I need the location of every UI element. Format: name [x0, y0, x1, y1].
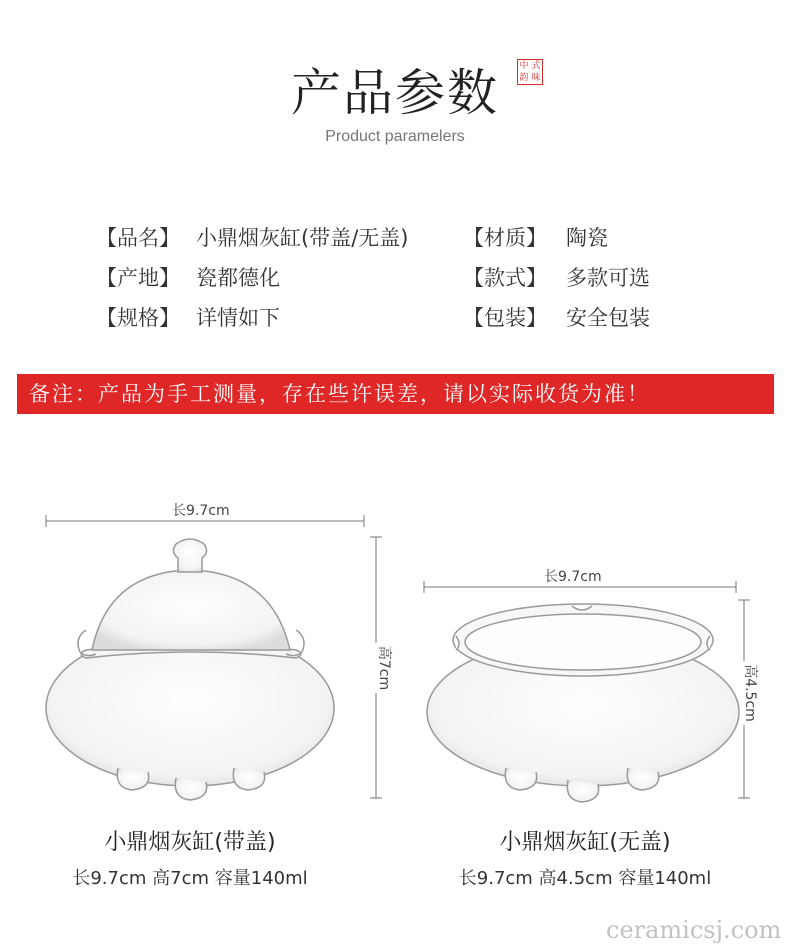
spec-key: 【材质】 [463, 226, 547, 250]
spec-value: 安全包装 [566, 306, 650, 330]
spec-value: 小鼎烟灰缸(带盖/无盖) [196, 226, 409, 250]
watermark: ceramicsj.com [606, 916, 782, 944]
product-name: 小鼎烟灰缸(无盖) [499, 830, 671, 855]
page-title: 产品参数 [291, 64, 499, 122]
spec-value: 多款可选 [566, 266, 650, 290]
height-label: 高7cm [375, 643, 395, 693]
spec-key: 【包装】 [463, 306, 547, 330]
spec-key: 【规格】 [96, 306, 180, 330]
page-subtitle: Product paramelers [325, 128, 465, 145]
spec-value: 详情如下 [196, 306, 280, 330]
seal-stamp: 中 式 韵 味 [517, 59, 543, 85]
product-spec: 长9.7cm 高7cm 容量140ml [72, 868, 308, 889]
product-name: 小鼎烟灰缸(带盖) [104, 830, 276, 855]
open-ashtray-image [424, 581, 750, 802]
width-label: 长9.7cm [169, 500, 233, 520]
height-label: 高4.5cm [741, 661, 761, 725]
spec-value: 瓷都德化 [196, 266, 280, 290]
width-label: 长9.7cm [541, 566, 605, 586]
note-banner: 备注：产品为手工测量，存在些许误差，请以实际收货为准！ [17, 374, 774, 414]
spec-value: 陶瓷 [566, 226, 608, 250]
spec-key: 【款式】 [463, 266, 547, 290]
lidded-ashtray-image [46, 515, 382, 800]
product-spec: 长9.7cm 高4.5cm 容量140ml [458, 868, 712, 889]
spec-key: 【产地】 [96, 266, 180, 290]
spec-key: 【品名】 [96, 226, 180, 250]
